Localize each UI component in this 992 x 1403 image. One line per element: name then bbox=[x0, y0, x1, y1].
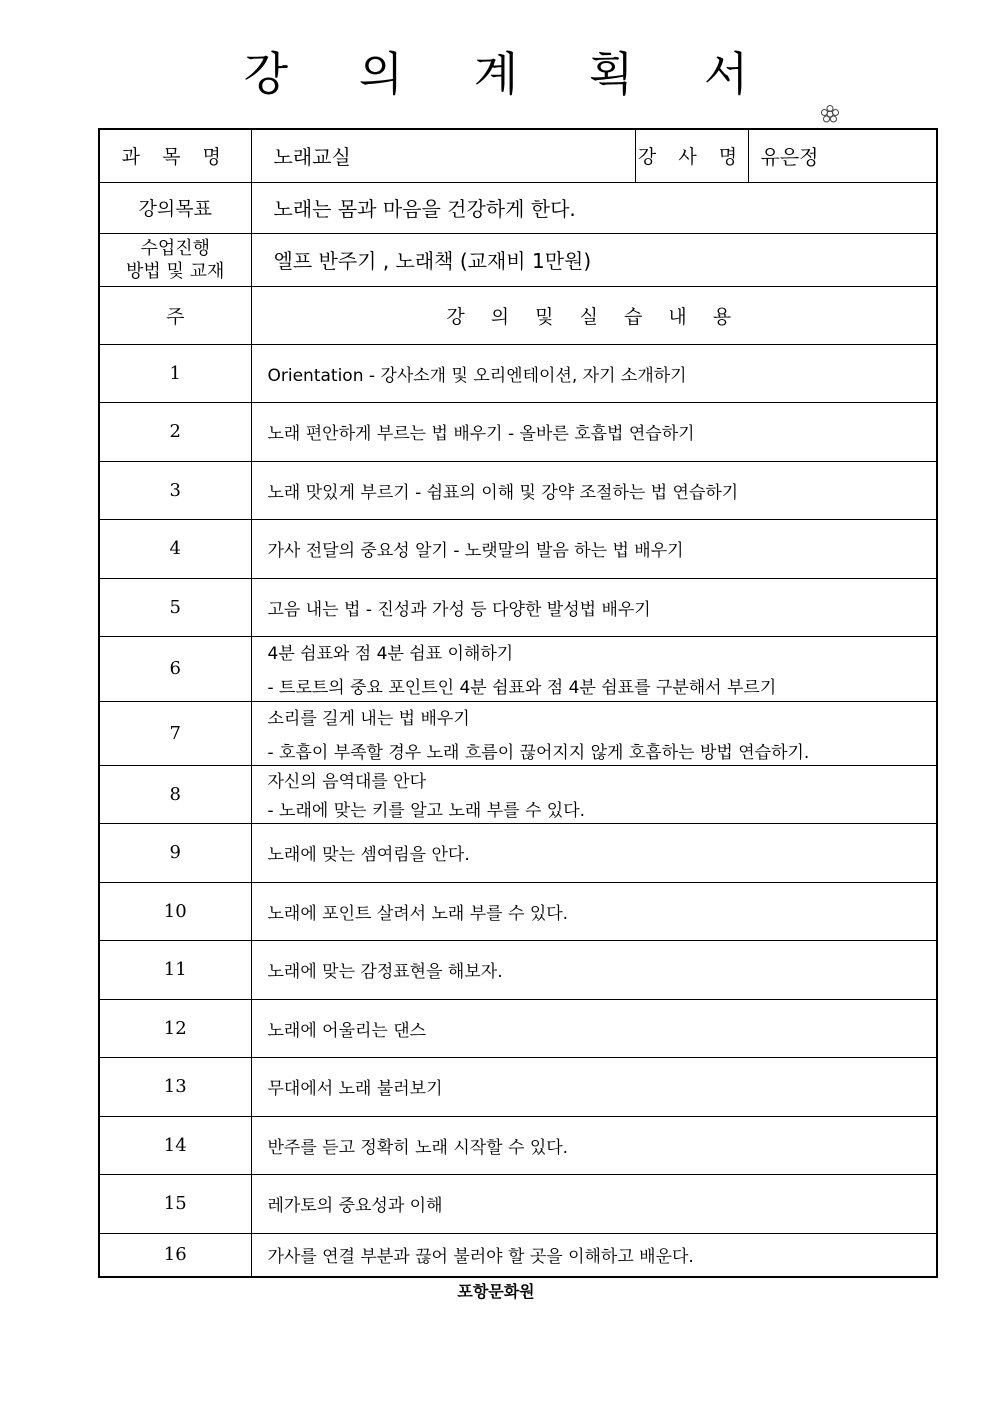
week-number: 1 bbox=[99, 344, 251, 402]
week-content bbox=[251, 636, 937, 701]
content-line: 레가토의 중요성과 이해 bbox=[267, 1196, 443, 1216]
week-content bbox=[251, 765, 937, 823]
flower-emblem-icon bbox=[820, 104, 840, 124]
table-row bbox=[99, 1057, 937, 1116]
goal-value: 노래는 몸과 마음을 건강하게 한다. bbox=[251, 182, 937, 233]
method-row bbox=[99, 233, 937, 286]
organization-footer: 포항문화원 bbox=[457, 1282, 535, 1301]
content-line: 소리를 길게 내는 법 배우기 bbox=[267, 708, 470, 729]
content-line: 노래 편안하게 부르는 법 배우기 - 올바른 호흡법 연습하기 bbox=[267, 424, 695, 444]
subject-label: 과 목 명 bbox=[99, 129, 251, 182]
table-row bbox=[99, 1174, 937, 1233]
week-content bbox=[251, 344, 937, 402]
week-number: 11 bbox=[99, 940, 251, 999]
schedule-header-row bbox=[99, 286, 937, 344]
week-content bbox=[251, 578, 937, 636]
week-content bbox=[251, 461, 937, 519]
week-number: 2 bbox=[99, 402, 251, 461]
week-number: 3 bbox=[99, 461, 251, 519]
table-row bbox=[99, 999, 937, 1057]
table-row bbox=[99, 344, 937, 402]
week-number: 6 bbox=[99, 636, 251, 701]
table-row bbox=[99, 823, 937, 882]
document-title: 강 의 계 획 서 bbox=[243, 47, 777, 101]
week-number: 9 bbox=[99, 823, 251, 882]
content-line: 4분 쉼표와 점 4분 쉼표 이해하기 bbox=[267, 644, 514, 664]
week-content bbox=[251, 1116, 937, 1174]
week-number: 15 bbox=[99, 1174, 251, 1233]
week-number: 8 bbox=[99, 765, 251, 823]
week-content bbox=[251, 1057, 937, 1116]
week-number: 14 bbox=[99, 1116, 251, 1174]
subject-value: 노래교실 bbox=[251, 129, 635, 182]
table-row bbox=[99, 578, 937, 636]
content-line: 가사 전달의 중요성 알기 - 노랫말의 발음 하는 법 배우기 bbox=[267, 541, 684, 561]
week-content bbox=[251, 519, 937, 578]
lecture-plan-table bbox=[98, 128, 938, 1278]
content-line: 노래에 맞는 감정표현을 해보자. bbox=[267, 962, 503, 982]
week-number: 16 bbox=[99, 1233, 251, 1277]
table-row bbox=[99, 765, 937, 823]
week-content bbox=[251, 1174, 937, 1233]
goal-label: 강의목표 bbox=[99, 182, 251, 233]
content-header: 강 의 및 실 습 내 용 bbox=[251, 286, 937, 344]
table-row bbox=[99, 1116, 937, 1174]
table-row bbox=[99, 402, 937, 461]
instructor-label: 강 사 명 bbox=[635, 129, 748, 182]
table-row bbox=[99, 519, 937, 578]
content-line: 노래에 맞는 셈여림을 안다. bbox=[267, 845, 470, 865]
table-row bbox=[99, 701, 937, 765]
content-line: 반주를 듣고 정확히 노래 시작할 수 있다. bbox=[267, 1137, 569, 1158]
content-line: 노래에 포인트 살려서 노래 부를 수 있다. bbox=[267, 903, 569, 924]
week-number: 4 bbox=[99, 519, 251, 578]
week-number: 5 bbox=[99, 578, 251, 636]
method-label-line2: 방법 및 교재 bbox=[126, 260, 225, 282]
week-content bbox=[251, 1233, 937, 1277]
method-label-line1: 수업진행 bbox=[140, 237, 211, 259]
table-row bbox=[99, 461, 937, 519]
table-row bbox=[99, 882, 937, 940]
content-line: Orientation - 강사소개 및 오리엔테이션, 자기 소개하기 bbox=[267, 365, 687, 386]
week-content bbox=[251, 701, 937, 765]
content-line: 고음 내는 법 - 진성과 가성 등 다양한 발성법 배우기 bbox=[267, 599, 651, 620]
table-row bbox=[99, 1233, 937, 1277]
content-line: 노래에 어울리는 댄스 bbox=[267, 1020, 427, 1041]
week-number: 13 bbox=[99, 1057, 251, 1116]
table-row bbox=[99, 636, 937, 701]
week-content bbox=[251, 823, 937, 882]
goal-row bbox=[99, 182, 937, 233]
content-line: 가사를 연결 부분과 끊어 불러야 할 곳을 이해하고 배운다. bbox=[267, 1247, 694, 1268]
instructor-value: 유은정 bbox=[748, 129, 937, 182]
week-content bbox=[251, 940, 937, 999]
week-header: 주 bbox=[99, 286, 251, 344]
week-content bbox=[251, 402, 937, 461]
week-content bbox=[251, 999, 937, 1057]
content-detail-line: - 호흡이 부족할 경우 노래 흐름이 끊어지지 않게 호흡하는 방법 연습하기. bbox=[267, 742, 810, 763]
content-line: 무대에서 노래 불러보기 bbox=[267, 1079, 443, 1099]
week-number: 7 bbox=[99, 701, 251, 765]
week-number: 12 bbox=[99, 999, 251, 1057]
week-number: 10 bbox=[99, 882, 251, 940]
method-value: 엘프 반주기 , 노래책 (교재비 1만원) bbox=[251, 233, 937, 286]
week-content bbox=[251, 882, 937, 940]
content-line: 노래 맛있게 부르기 - 쉼표의 이해 및 강약 조절하는 법 연습하기 bbox=[267, 482, 739, 503]
content-detail-line: - 노래에 맞는 키를 알고 노래 부를 수 있다. bbox=[267, 801, 586, 821]
content-detail-line: - 트로트의 중요 포인트인 4분 쉼표와 점 4분 쉼표를 구분해서 부르기 bbox=[267, 678, 777, 698]
method-label bbox=[99, 233, 251, 286]
table-row bbox=[99, 940, 937, 999]
subject-row bbox=[99, 129, 937, 182]
schedule-body bbox=[99, 344, 937, 1277]
content-line: 자신의 음역대를 안다 bbox=[267, 772, 427, 792]
